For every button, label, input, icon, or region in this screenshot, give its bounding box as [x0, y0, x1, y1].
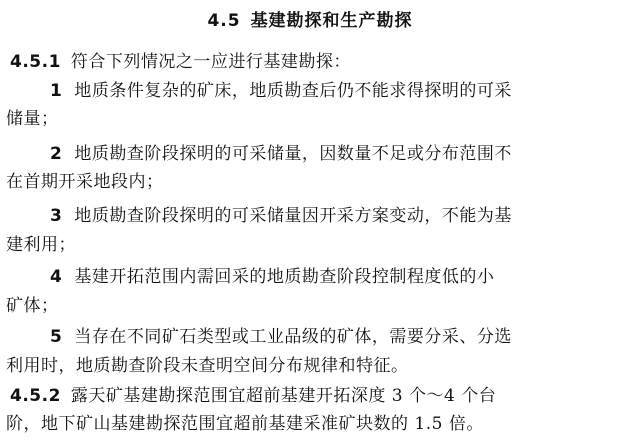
- item-text-continued: 在首期开采地段内；: [6, 172, 164, 192]
- clause-text: 符合下列情况之一应进行基建勘探：: [70, 52, 351, 72]
- list-item-4-line-2: [0, 295, 620, 317]
- clause-text: 露天矿基建勘探范围宜超前基建开拓深度 3 个～4 个台: [70, 386, 497, 406]
- item-text: 地质勘查阶段探明的可采储量因开采方案变动，不能为基: [74, 206, 512, 226]
- list-item-4-line-1: [0, 266, 620, 288]
- section-title: 基建勘探和生产勘探: [250, 11, 413, 31]
- clause-number: 4.5.2: [10, 386, 61, 406]
- item-number: 5: [50, 327, 63, 347]
- item-text: 基建开拓范围内需回采的地质勘查阶段控制程度低的小: [74, 267, 495, 287]
- list-item-5-line-1: [0, 326, 620, 348]
- item-number: 1: [50, 81, 63, 101]
- item-text-continued: 储量；: [6, 109, 59, 129]
- list-item-2-line-2: [0, 171, 620, 193]
- clause-4-5-2-line-2: [0, 413, 620, 435]
- clause-4-5-2-line-1: [0, 385, 620, 407]
- list-item-5-line-2: [0, 355, 620, 377]
- item-text-continued: 建利用；: [6, 235, 76, 255]
- list-item-1-line-2: [0, 108, 620, 130]
- section-heading: [0, 6, 620, 31]
- clause-4-5-1-intro: [0, 51, 620, 73]
- item-text: 地质条件复杂的矿床，地质勘查后仍不能求得探明的可采: [74, 81, 512, 101]
- item-number: 3: [50, 206, 63, 226]
- list-item-1-line-1: [0, 80, 620, 102]
- clause-text-continued: 阶，地下矿山基建勘探范围宜超前基建采准矿块数的 1.5 倍。: [6, 414, 484, 434]
- list-item-3-line-1: [0, 205, 620, 227]
- item-number: 4: [50, 267, 63, 287]
- list-item-2-line-1: [0, 143, 620, 165]
- item-text-continued: 利用时，地质勘查阶段未查明空间分布规律和特征。: [6, 356, 409, 376]
- item-text-continued: 矿体；: [6, 296, 59, 316]
- item-text: 当存在不同矿石类型或工业品级的矿体，需要分采、分选: [74, 327, 512, 347]
- item-number: 2: [50, 144, 63, 164]
- clause-number: 4.5.1: [10, 52, 61, 72]
- item-text: 地质勘查阶段探明的可采储量，因数量不足或分布范围不: [74, 144, 512, 164]
- list-item-3-line-2: [0, 234, 620, 256]
- section-number: 4.5: [207, 11, 241, 31]
